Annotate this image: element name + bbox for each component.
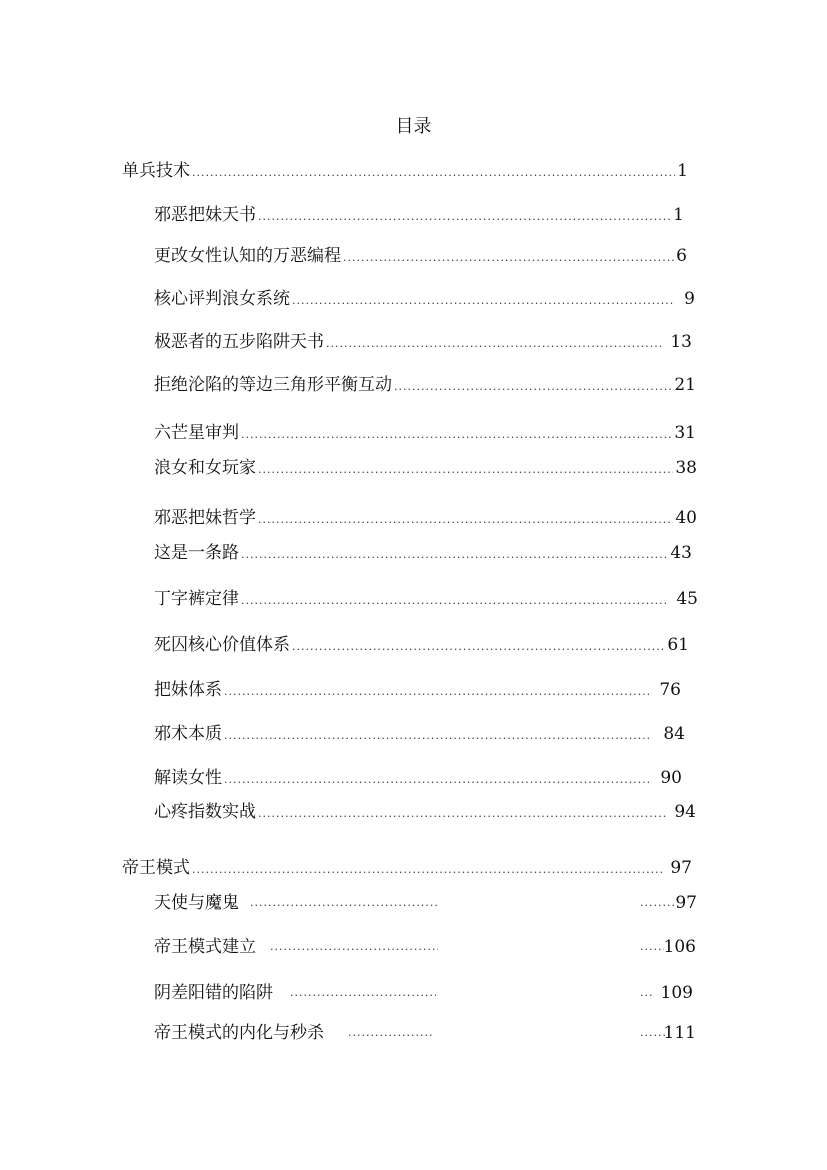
toc-item-label: 天使与魔鬼 [154, 893, 239, 913]
toc-item-label: 丁字裤定律 [154, 589, 239, 609]
toc-leader [292, 288, 674, 314]
toc-leader [224, 679, 649, 705]
toc-page-number: 21 [674, 375, 696, 395]
toc-item-label: 极恶者的五步陷阱天书 [154, 332, 324, 352]
toc-section-label: 帝王模式 [122, 858, 190, 878]
toc-item[interactable] [154, 799, 696, 825]
toc-leader [224, 767, 650, 793]
toc-item-label: 这是一条路 [154, 543, 239, 563]
toc-leader [258, 204, 671, 230]
toc-page-number: 1 [673, 205, 684, 225]
toc-item-label: 六芒星审判 [154, 423, 239, 443]
toc-page-number: 90 [660, 768, 682, 788]
toc-item-label: 解读女性 [154, 768, 222, 788]
toc-page-number: 9 [684, 289, 695, 309]
toc-leader [241, 542, 668, 568]
toc-item[interactable] [154, 721, 685, 747]
toc-leader [290, 980, 436, 1006]
toc-page-number: 1 [677, 161, 688, 181]
toc-item[interactable] [154, 455, 697, 481]
toc-item-label: 阴差阳错的陷阱 [154, 983, 273, 1003]
toc-item-label: 邪恶把妹哲学 [154, 508, 256, 528]
toc-section-2[interactable] [122, 855, 692, 881]
toc-leader [241, 422, 672, 448]
toc-leader [192, 857, 662, 883]
toc-item[interactable] [154, 632, 689, 658]
toc-page-number: 38 [675, 458, 697, 478]
toc-leader [258, 457, 673, 483]
toc-page-number: 13 [670, 332, 692, 352]
toc-item[interactable] [154, 980, 693, 1006]
toc-section-label: 单兵技术 [122, 161, 190, 181]
toc-item[interactable] [154, 202, 684, 228]
toc-item-label: 拒绝沦陷的等边三角形平衡互动 [154, 375, 392, 395]
toc-page-number: 97 [670, 858, 692, 878]
toc-leader [640, 934, 664, 960]
toc-item[interactable] [154, 540, 692, 566]
toc-item-label: 帝王模式的内化与秒杀 [154, 1023, 324, 1043]
toc-leader [343, 245, 674, 271]
toc-item-label: 邪术本质 [154, 724, 222, 744]
toc-item[interactable] [154, 890, 697, 916]
toc-item[interactable] [154, 1020, 696, 1046]
toc-leader [394, 374, 672, 400]
toc-item[interactable] [154, 934, 696, 960]
toc-item[interactable] [154, 329, 692, 355]
toc-leader [258, 507, 673, 533]
toc-page-number: 40 [675, 508, 697, 528]
toc-item-label: 浪女和女玩家 [154, 458, 256, 478]
toc-item[interactable] [154, 420, 696, 446]
toc-page-number: 106 [663, 937, 696, 957]
toc-page-number: 84 [663, 724, 685, 744]
toc-item[interactable] [154, 372, 696, 398]
toc-item[interactable] [154, 765, 682, 791]
toc-page-number: 109 [660, 983, 693, 1003]
toc-page-number: 94 [674, 802, 696, 822]
toc-title: 目录 [395, 116, 432, 137]
toc-page-number: 45 [676, 589, 698, 609]
toc-item[interactable] [154, 505, 697, 531]
toc-leader [241, 588, 668, 614]
toc-leader [192, 160, 675, 186]
toc-item-label: 核心评判浪女系统 [154, 289, 290, 309]
toc-item-label: 死囚核心价值体系 [154, 635, 290, 655]
toc-item[interactable] [154, 677, 681, 703]
toc-leader [224, 723, 649, 749]
toc-leader [640, 890, 674, 916]
toc-page-number: 111 [663, 1023, 696, 1043]
toc-page-number: 97 [675, 893, 697, 913]
toc-item[interactable] [154, 286, 695, 312]
toc-leader [326, 331, 664, 357]
toc-item-label: 心疼指数实战 [154, 802, 256, 822]
toc-leader [258, 801, 666, 827]
toc-item-label: 邪恶把妹天书 [154, 205, 256, 225]
toc-leader [348, 1020, 434, 1046]
toc-leader [640, 980, 654, 1006]
toc-item[interactable] [154, 586, 698, 612]
toc-leader [270, 934, 438, 960]
toc-section-1[interactable] [122, 158, 688, 184]
toc-leader [250, 890, 438, 916]
toc-page-number: 43 [670, 543, 692, 563]
toc-leader [292, 634, 665, 660]
toc-page-number: 76 [659, 680, 681, 700]
toc-page-number: 6 [676, 246, 687, 266]
toc-item-label: 更改女性认知的万恶编程 [154, 246, 341, 266]
toc-item-label: 帝王模式建立 [154, 937, 256, 957]
toc-page-number: 61 [667, 635, 689, 655]
toc-page-number: 31 [674, 423, 696, 443]
toc-item-label: 把妹体系 [154, 680, 222, 700]
toc-item[interactable] [154, 243, 687, 269]
